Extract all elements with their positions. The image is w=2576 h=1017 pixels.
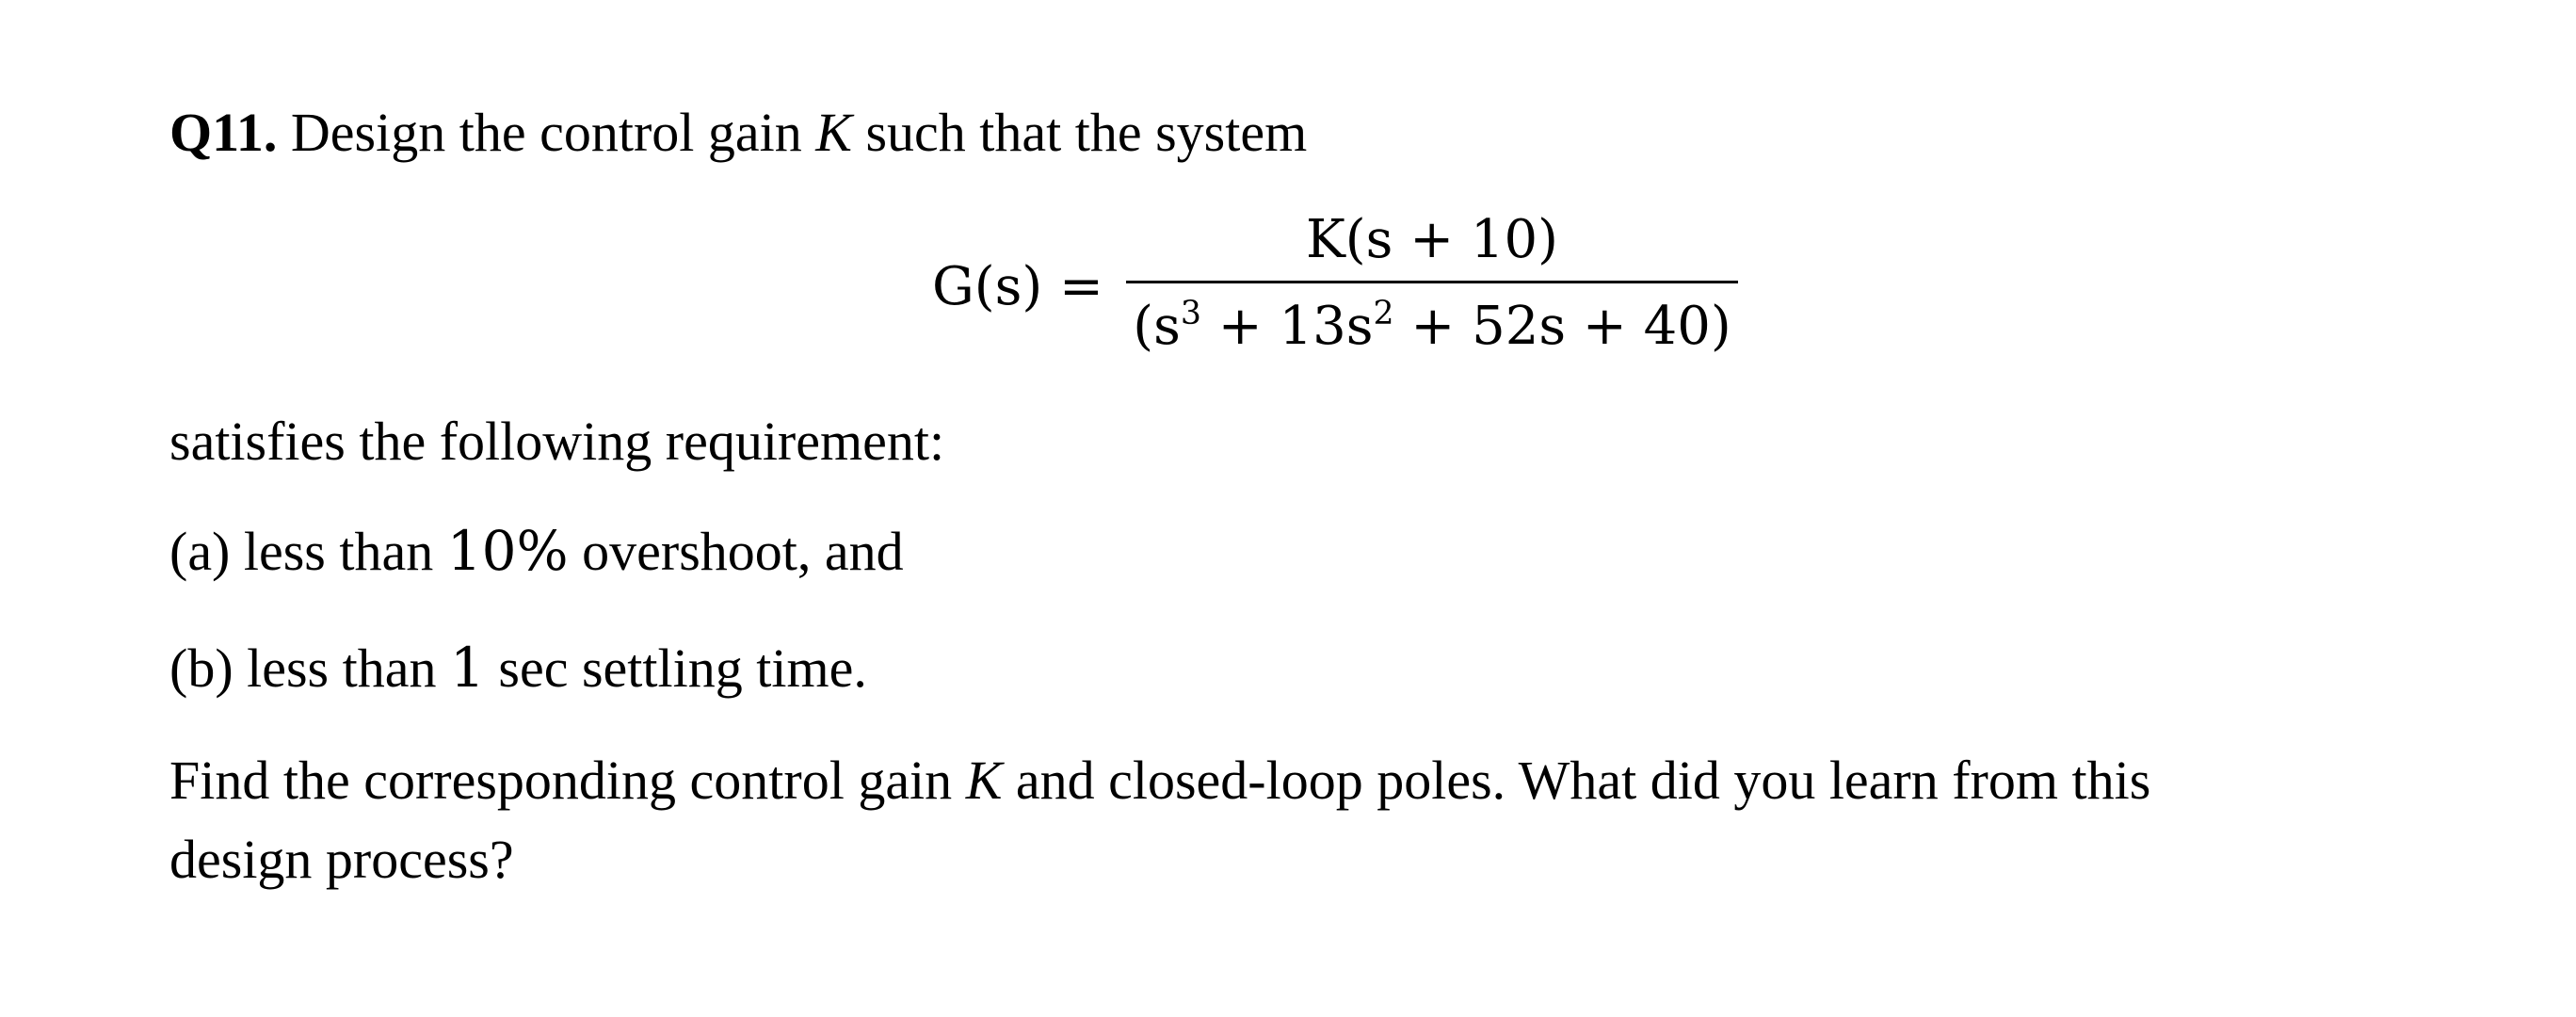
equation-numerator: K(s + 10) bbox=[1305, 209, 1559, 270]
question-label: Q11. bbox=[169, 102, 278, 163]
requirements-intro: satisfies the following requirement: bbox=[169, 411, 945, 472]
gain-symbol: K bbox=[815, 102, 852, 163]
final-gain-symbol: K bbox=[965, 750, 1003, 811]
requirement-b bbox=[169, 636, 867, 700]
final-question-line-2: design process? bbox=[169, 829, 514, 890]
intro-text-1: Design the control gain bbox=[277, 102, 816, 163]
requirement-b-value: 1 bbox=[450, 636, 485, 700]
equation-lhs: G(s) = bbox=[932, 256, 1103, 317]
question-intro-line bbox=[169, 102, 1308, 163]
equation-denominator bbox=[1126, 296, 1738, 357]
denominator-open: (s bbox=[1133, 296, 1181, 357]
denominator-middle: + 13s bbox=[1200, 296, 1374, 357]
final-question-before-k: Find the corresponding control gain bbox=[169, 750, 966, 811]
requirement-b-prefix: (b) less than bbox=[169, 638, 450, 699]
requirement-a-value: 10% bbox=[446, 519, 569, 583]
requirement-b-suffix: sec settling time. bbox=[484, 638, 867, 699]
final-question-line-1 bbox=[169, 750, 2151, 811]
requirement-a bbox=[169, 519, 904, 583]
equation-fraction bbox=[1126, 209, 1738, 369]
transfer-function-equation bbox=[0, 0, 2576, 377]
intro-text-2: such that the system bbox=[851, 102, 1308, 163]
fraction-bar bbox=[1126, 281, 1738, 283]
denominator-rest: + 52s + 40) bbox=[1393, 296, 1731, 357]
denominator-exponent-2: 2 bbox=[1373, 294, 1394, 332]
final-question-after-k: and closed-loop poles. What did you learn from this bbox=[1002, 750, 2151, 811]
denominator-exponent-3: 3 bbox=[1180, 294, 1201, 332]
requirement-a-suffix: overshoot, and bbox=[568, 521, 904, 582]
requirement-a-prefix: (a) less than bbox=[169, 521, 447, 582]
